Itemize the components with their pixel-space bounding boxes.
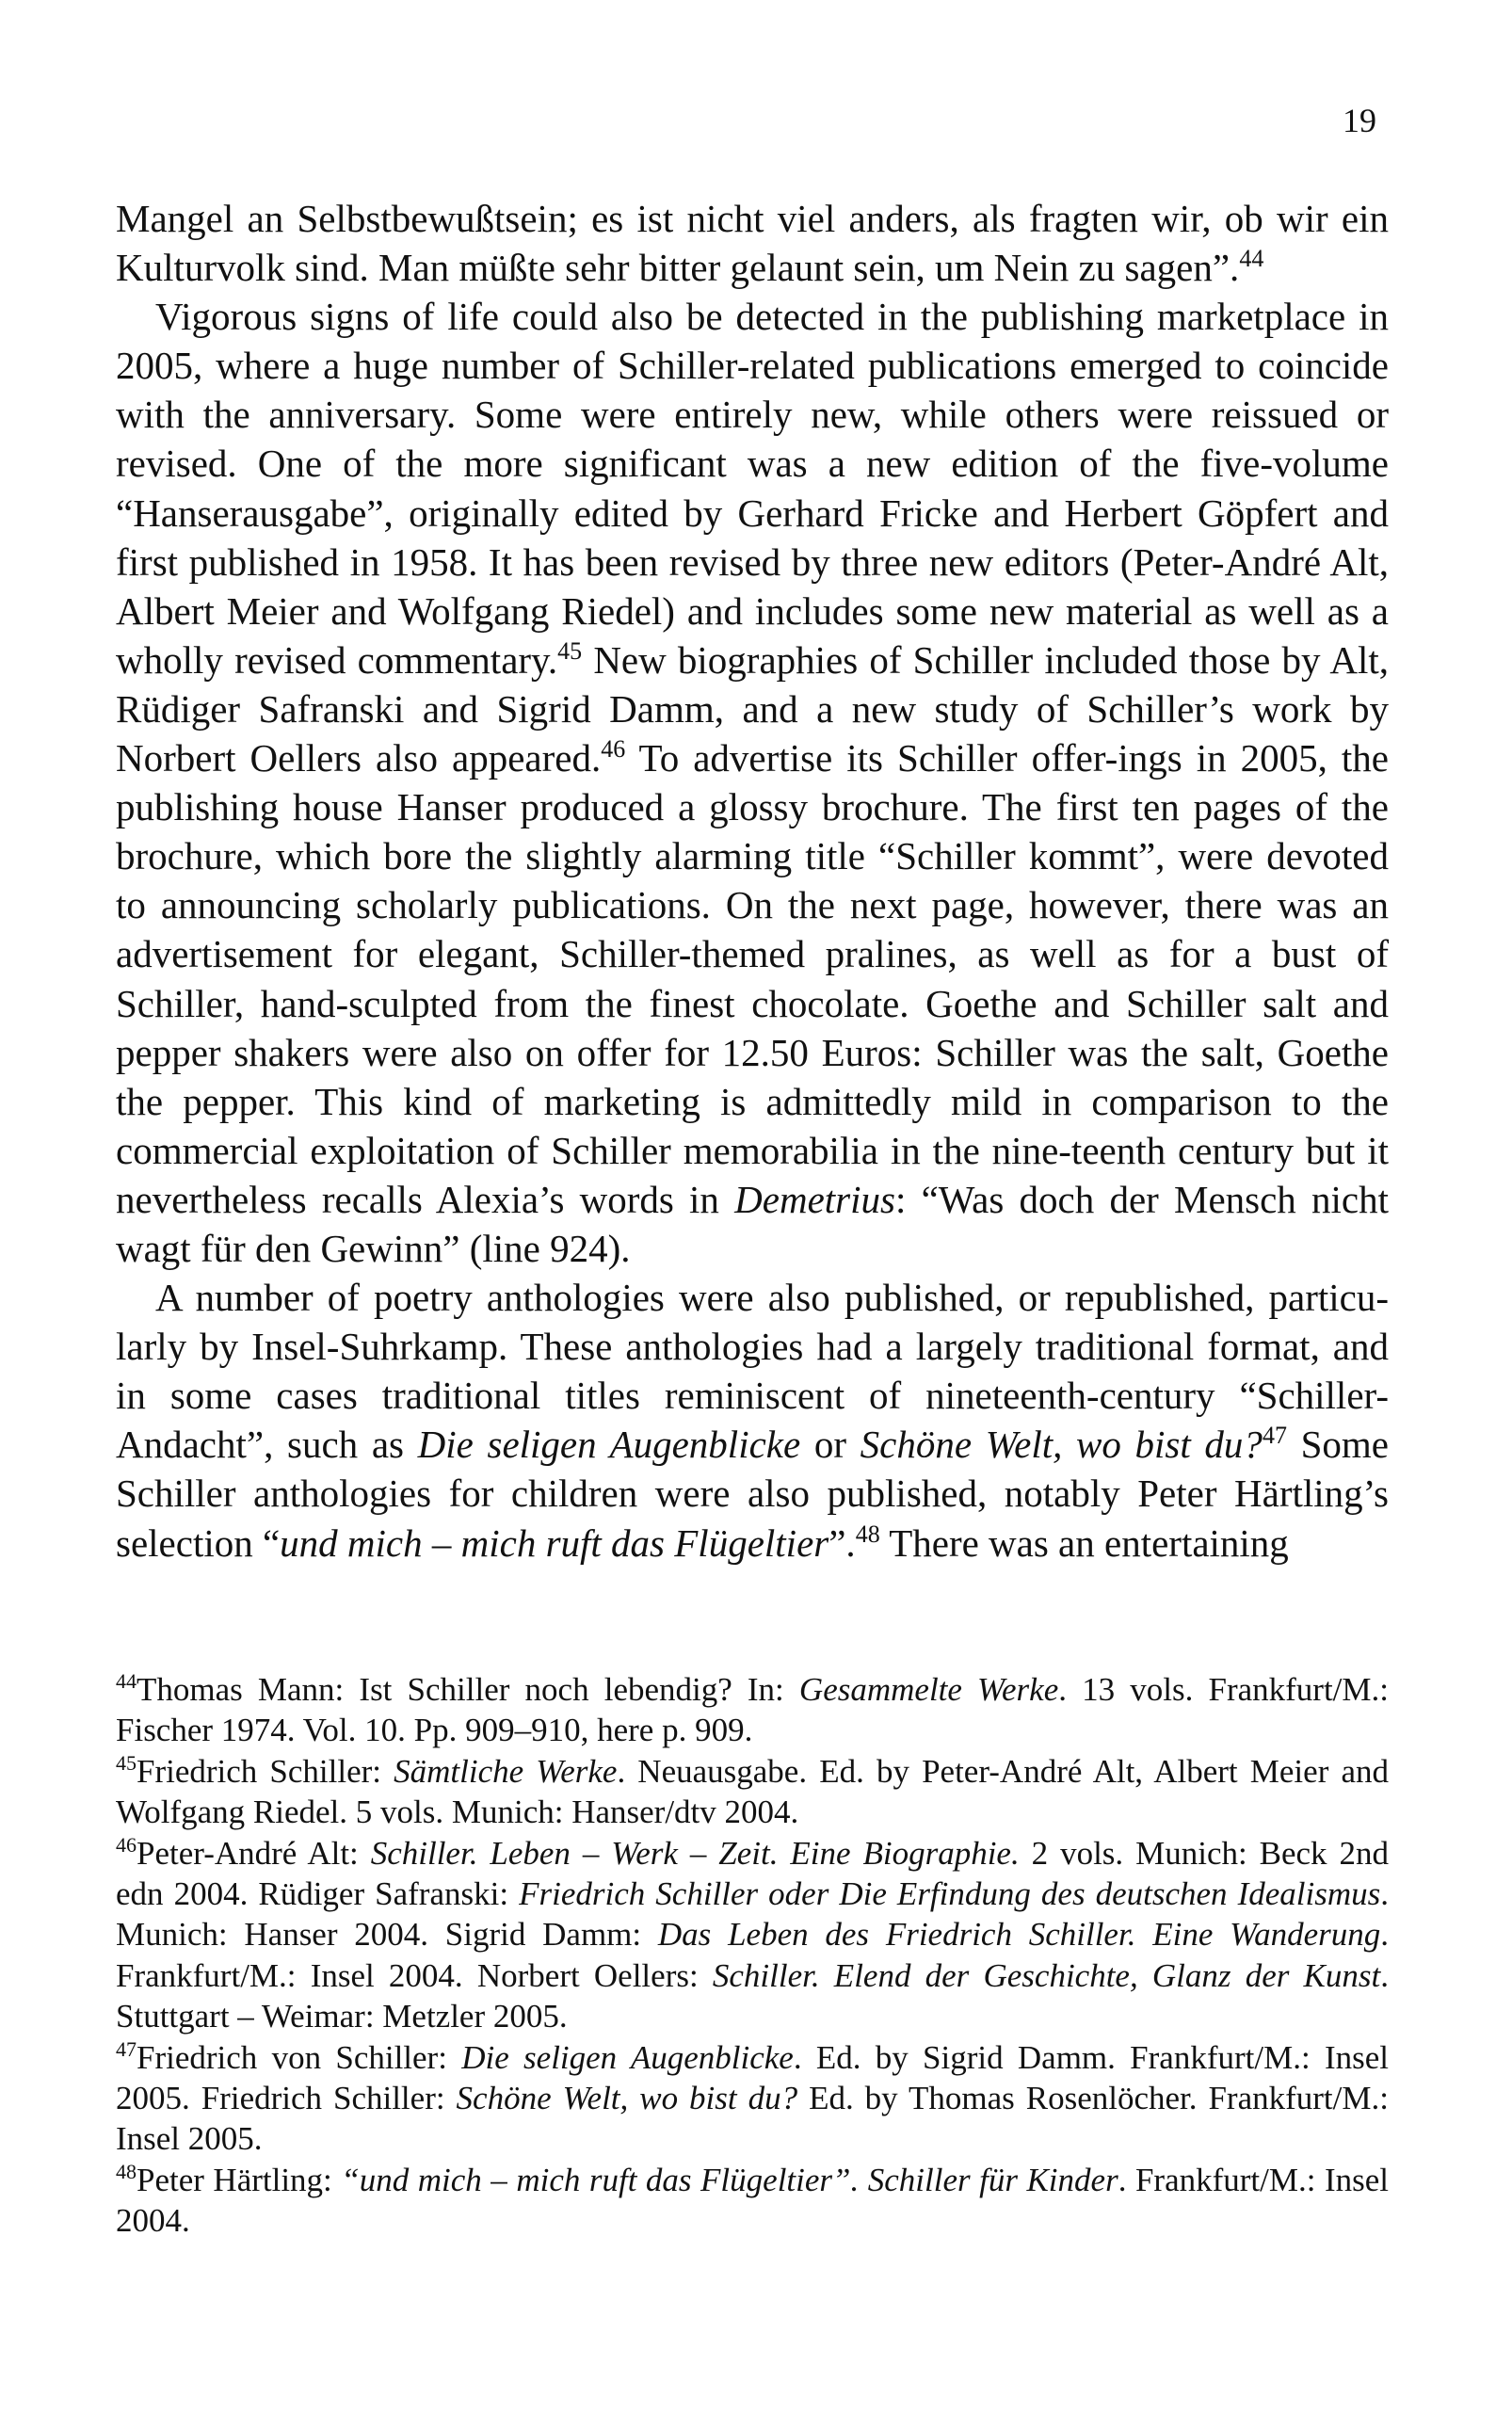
footnote-title: Schiller. Leben – Werk – Zeit. Eine Biographie. xyxy=(370,1834,1020,1872)
footnote-text: Friedrich Schiller: xyxy=(137,1752,394,1790)
footnote-number: 46 xyxy=(116,1832,137,1857)
page-number: 19 xyxy=(1343,102,1376,139)
paragraph-2-text-2: New biographies of Schiller included those by Alt, Rüdiger Safranski and Sigrid Damm, and a new study of Schiller’s work by Norbert Oellers also appeared. xyxy=(116,637,1389,780)
footnote-text: 2 vols. Munich: Beck 2nd edn 2004. Rüdiger Safranski: xyxy=(116,1834,1389,1913)
paragraph-3 xyxy=(116,1273,1389,1568)
footnote-text: Peter-André Alt: xyxy=(137,1834,371,1872)
footnote-title: “und mich – mich ruft das Flügeltier”. Schiller für Kinder xyxy=(341,2161,1118,2198)
footnote-45 xyxy=(116,1751,1389,1833)
footnote-46 xyxy=(116,1833,1389,2037)
footnote-ref-48[interactable]: 48 xyxy=(855,1520,880,1548)
footnote-number: 44 xyxy=(116,1669,137,1693)
footnote-number: 47 xyxy=(116,2036,137,2061)
footnote-47 xyxy=(116,2037,1389,2160)
footnote-title: Sämtliche Werke xyxy=(394,1752,618,1790)
work-title-fluegeltier: und mich – mich ruft das Flügeltier xyxy=(280,1520,829,1565)
footnote-text: . Ed. by Sigrid Damm. Frankfurt/M.: Insel 2005. Friedrich Schiller: xyxy=(116,2038,1389,2117)
paragraph-1 xyxy=(116,194,1389,292)
footnote-text: Peter Härtling: xyxy=(137,2161,342,2198)
paragraph-2 xyxy=(116,292,1389,1273)
paragraph-3-text-5: There was an entertaining xyxy=(879,1520,1289,1565)
work-title-seligen-augenblicke: Die seligen Augenblicke xyxy=(417,1423,801,1467)
paragraph-3-text-4: ”. xyxy=(828,1520,856,1565)
body-text xyxy=(116,194,1389,1568)
footnote-44 xyxy=(116,1669,1389,1751)
footnote-text: . Neuausgabe. Ed. by Peter-André Alt, Albert Meier and Wolfgang Riedel. 5 vols. Munich: Hanser/dtv 2004. xyxy=(116,1752,1389,1831)
paragraph-3-text-1: A number of poetry anthologies were also published, or republished, particu-larly by Insel-Suhrkamp. These anthologies had a largely traditional format, and in some cases traditional titles reminiscent of nineteenth-century “Schiller-Andacht”, such as xyxy=(116,1276,1389,1467)
paragraph-3-text-3: Some Schiller anthologies for children were also published, notably Peter Härtling’s selection “ xyxy=(116,1423,1389,1565)
footnotes xyxy=(116,1669,1389,2242)
footnote-text: . Stuttgart – Weimar: Metzler 2005. xyxy=(116,1956,1389,2035)
paragraph-2-text-3: To advertise its Schiller offer-ings in 2005, the publishing house Hanser produced a glossy brochure. The first ten pages of the brochure, which bore the slightly alarming title “Schiller kommt”, were devoted to announcing scholarly publications. On the next page, however, there was an advertisement for elegant, Schiller-themed pralines, as well as for a bust of Schiller, hand-sculpted from the finest chocolate. Goethe and Schiller salt and pepper shakers were also on offer for 12.50 Euros: Schiller was the salt, Goethe the pepper. This kind of marketing is admittedly mild in comparison to the commercial exploitation of Schiller memorabilia in the nine-teenth century but it nevertheless recalls Alexia’s words in xyxy=(116,736,1389,1221)
footnote-text: . Frankfurt/M.: Insel 2004. xyxy=(116,2161,1389,2240)
footnote-text: . 13 vols. Frankfurt/M.: Fischer 1974. Vol. 10. Pp. 909–910, here p. 909. xyxy=(116,1671,1389,1749)
paragraph-2-text-1: Vigorous signs of life could also be detected in the publishing marketplace in 2005, where a huge number of Schiller-related publications emerged to coincide with the anniversary. Some were entirely new, while others were reissued or revised. One of the more significant was a new edition of the five-volume “Hanserausgabe”, originally edited by Gerhard Fricke and Herbert Göpfert and first published in 1958. It has been revised by three new editors (Peter-André Alt, Albert Meier and Wolfgang Riedel) and includes some new material as well as a wholly revised commentary. xyxy=(116,295,1389,682)
footnote-text: Friedrich von Schiller: xyxy=(137,2038,462,2076)
paragraph-3-text-2: or xyxy=(800,1423,861,1467)
footnote-number: 48 xyxy=(116,2159,137,2183)
footnote-ref-44[interactable]: 44 xyxy=(1239,245,1264,273)
footnote-title: Schöne Welt, wo bist du? xyxy=(456,2080,798,2117)
paragraph-2-text-4: : “Was doch der Mensch nicht wagt für den Gewinn” (line 924). xyxy=(116,1177,1389,1270)
footnote-text: Thomas Mann: Ist Schiller noch lebendig? In: xyxy=(137,1671,799,1708)
footnote-title: Das Leben des Friedrich Schiller. Eine Wanderung xyxy=(657,1916,1381,1954)
footnote-title: Schiller. Elend der Geschichte, Glanz der Kunst xyxy=(712,1956,1381,1994)
footnote-text: . Munich: Hanser 2004. Sigrid Damm: xyxy=(116,1875,1389,1954)
footnote-title: Friedrich Schiller oder Die Erfindung des deutschen Idealismus xyxy=(519,1875,1381,1913)
footnote-ref-45[interactable]: 45 xyxy=(557,636,583,665)
work-title-schoene-welt: Schöne Welt, wo bist du? xyxy=(860,1423,1263,1467)
footnote-ref-47[interactable]: 47 xyxy=(1262,1422,1287,1450)
footnote-number: 45 xyxy=(116,1750,137,1775)
footnote-text: Ed. by Thomas Rosenlöcher. Frankfurt/M.: Insel 2005. xyxy=(116,2080,1389,2158)
footnote-48 xyxy=(116,2160,1389,2242)
footnote-title: Die seligen Augenblicke xyxy=(461,2038,794,2076)
footnote-text: . Frankfurt/M.: Insel 2004. Norbert Oellers: xyxy=(116,1916,1389,1994)
footnote-ref-46[interactable]: 46 xyxy=(601,735,626,764)
work-title-demetrius: Demetrius xyxy=(734,1177,895,1221)
paragraph-1-text: Mangel an Selbstbewußtsein; es ist nicht viel anders, als fragten wir, ob wir ein Kulturvolk sind. Man müßte sehr bitter gelaunt sein, um Nein zu sagen”. xyxy=(116,197,1389,290)
footnote-title: Gesammelte Werke xyxy=(798,1671,1059,1708)
